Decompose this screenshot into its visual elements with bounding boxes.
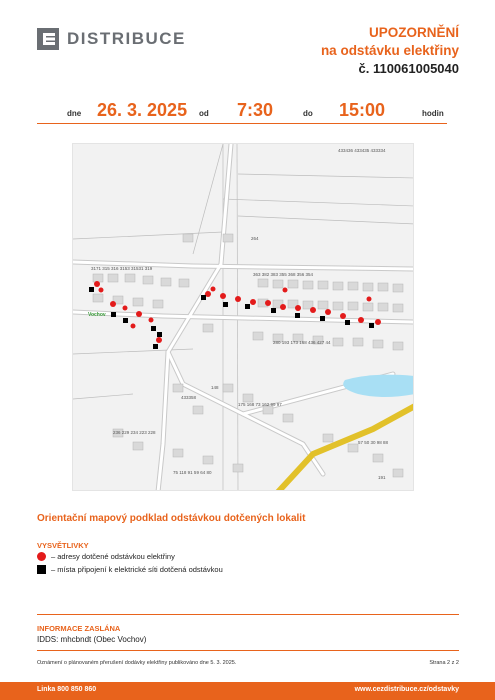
from-label: od	[199, 109, 209, 118]
black-square-icon	[37, 565, 46, 574]
info-recipient: IDDS: mhcbndt (Obec Vochov)	[37, 635, 147, 644]
footer-bar	[0, 682, 495, 700]
svg-text:75 118 91 59 64 80: 75 118 91 59 64 80	[173, 470, 212, 475]
red-dot-icon	[37, 552, 46, 561]
village-name-label: Vochov	[88, 312, 106, 318]
outage-end: 15:00	[339, 100, 386, 120]
outage-date: 26. 3. 2025	[97, 100, 188, 120]
map-caption: Orientační mapový podklad odstávkou dotčených lokalit	[37, 513, 306, 524]
outage-map	[72, 143, 414, 491]
brand-name: DISTRIBUCE	[67, 29, 186, 48]
notice-title: UPOZORNĚNÍ	[368, 25, 459, 40]
date-label: dne	[67, 109, 82, 118]
notice-header	[321, 24, 459, 78]
svg-text:191: 191	[378, 475, 386, 480]
legend-text-connections: – místa připojení k elektrické síti dotčená odstávkou	[51, 565, 223, 574]
legend-title: VYSVĚTLIVKY	[37, 541, 89, 550]
svg-text:264: 264	[251, 236, 259, 241]
to-label: do	[303, 109, 313, 118]
divider	[37, 614, 459, 615]
legend-item-connections	[37, 565, 223, 574]
page-number: Strana 2 z 2	[429, 660, 459, 666]
website-link[interactable]: www.cezdistribuce.cz/odstavky	[354, 686, 459, 693]
hotline-text: Linka 800 850 860	[37, 686, 97, 693]
outage-start: 7:30	[237, 100, 274, 120]
svg-text:363 382 383 355 368: 363 382 383 355 368 356 354	[253, 272, 314, 277]
notice-subtitle: na odstávku elektřiny	[320, 43, 459, 58]
outage-time-bar	[37, 100, 447, 124]
legend-item-addresses	[37, 552, 175, 561]
svg-text:148: 148	[211, 385, 219, 390]
hours-label: hodin	[422, 109, 444, 118]
divider	[37, 650, 459, 651]
svg-text:433436 433435 433334: 433436 433435 433334	[338, 148, 386, 153]
notice-number: č. 110061005040	[358, 61, 459, 76]
svg-text:433358: 433358	[181, 395, 197, 400]
info-title: INFORMACE ZASLÁNA	[37, 624, 121, 633]
publication-note: Oznámení o plánovaném přerušení dodávky elektřiny publikováno dne 5. 3. 2025.	[37, 660, 237, 666]
svg-text:57 50 30 98 88: 57 50 30 98 88	[358, 440, 389, 445]
svg-text:175 168 73 162 99 97: 175 168 73 162 99 97	[238, 402, 282, 407]
svg-text:280 193 173 168 436 427: 280 193 173 168 436 427 44	[273, 340, 331, 345]
svg-text:3171 315 316 3153 31531 319: 3171 315 316 3153 31531 319	[91, 266, 153, 271]
company-logo	[37, 28, 186, 50]
cez-logo-icon	[37, 28, 59, 50]
svg-text:236 229 234 223 228: 236 229 234 223 228	[113, 430, 156, 435]
legend-text-addresses: – adresy dotčené odstávkou elektřiny	[51, 552, 175, 561]
map-drawing	[73, 144, 414, 491]
